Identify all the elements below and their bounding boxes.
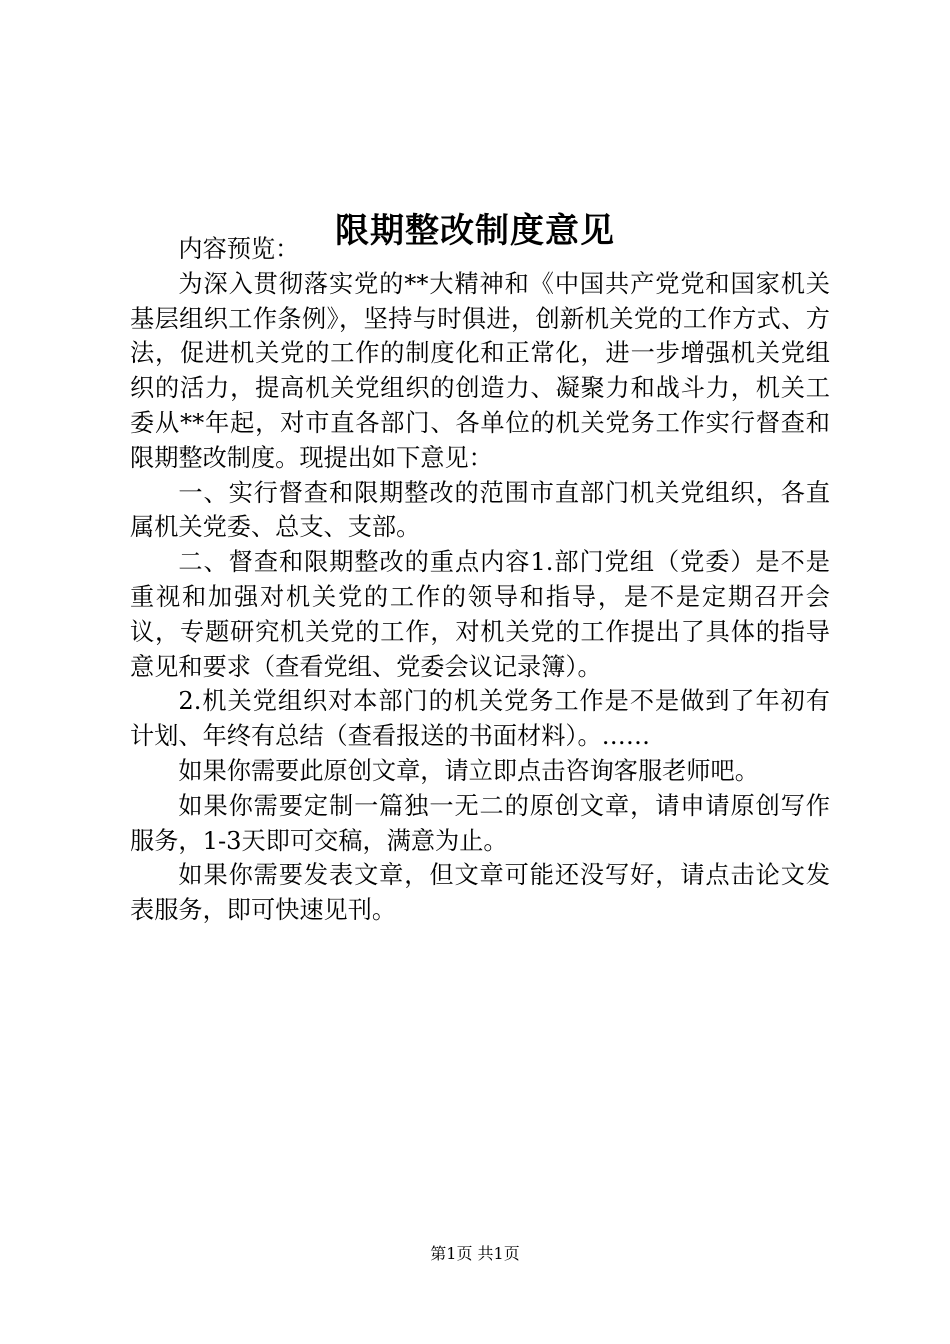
paragraph-key-content: 二、督查和限期整改的重点内容1.部门党组（党委）是不是重视和加强对机关党的工作的领导和指导，是不是定期召开会议，专题研究机关党的工作，对机关党的工作提出了具体的指导意见和要求（查看党组、党委会议记录簿）。 [130,548,830,681]
document-body [130,232,830,928]
paragraph-contact-service: 如果你需要此原创文章，请立即点击咨询客服老师吧。 [178,756,759,785]
paragraph-publishing: 如果你需要发表文章，但文章可能还没写好，请点击论文发表服务，即可快速见刊。 [130,861,830,925]
document-title: 限期整改制度意见 [335,210,615,251]
paragraph-scope: 一、实行督查和限期整改的范围市直部门机关党组织，各直属机关党委、总支、支部。 [130,478,830,542]
paragraph-preview-label: 内容预览： [178,235,300,263]
paragraph-custom-writing: 如果你需要定制一篇独一无二的原创文章，请申请原创写作服务，1-3天即可交稿，满意为止。 [130,791,830,855]
page-footer: 第1页 共1页 [430,1244,520,1263]
paragraph-item-2: 2.机关党组织对本部门的机关党务工作是不是做到了年初有计划、年终有总结（查看报送的书面材料）。…… [130,687,830,751]
paragraph-intro: 为深入贯彻落实党的**大精神和《中国共产党党和国家机关基层组织工作条例》，坚持与时俱进，创新机关党的工作方式、方法，促进机关党的工作的制度化和正常化，进一步增强机关党组织的活力，提高机关党组织的创造力、凝聚力和战斗力，机关工委从**年起，对市直各部门、各单位的机关党务工作实行督查和限期整改制度。现提出如下意见： [130,269,830,472]
